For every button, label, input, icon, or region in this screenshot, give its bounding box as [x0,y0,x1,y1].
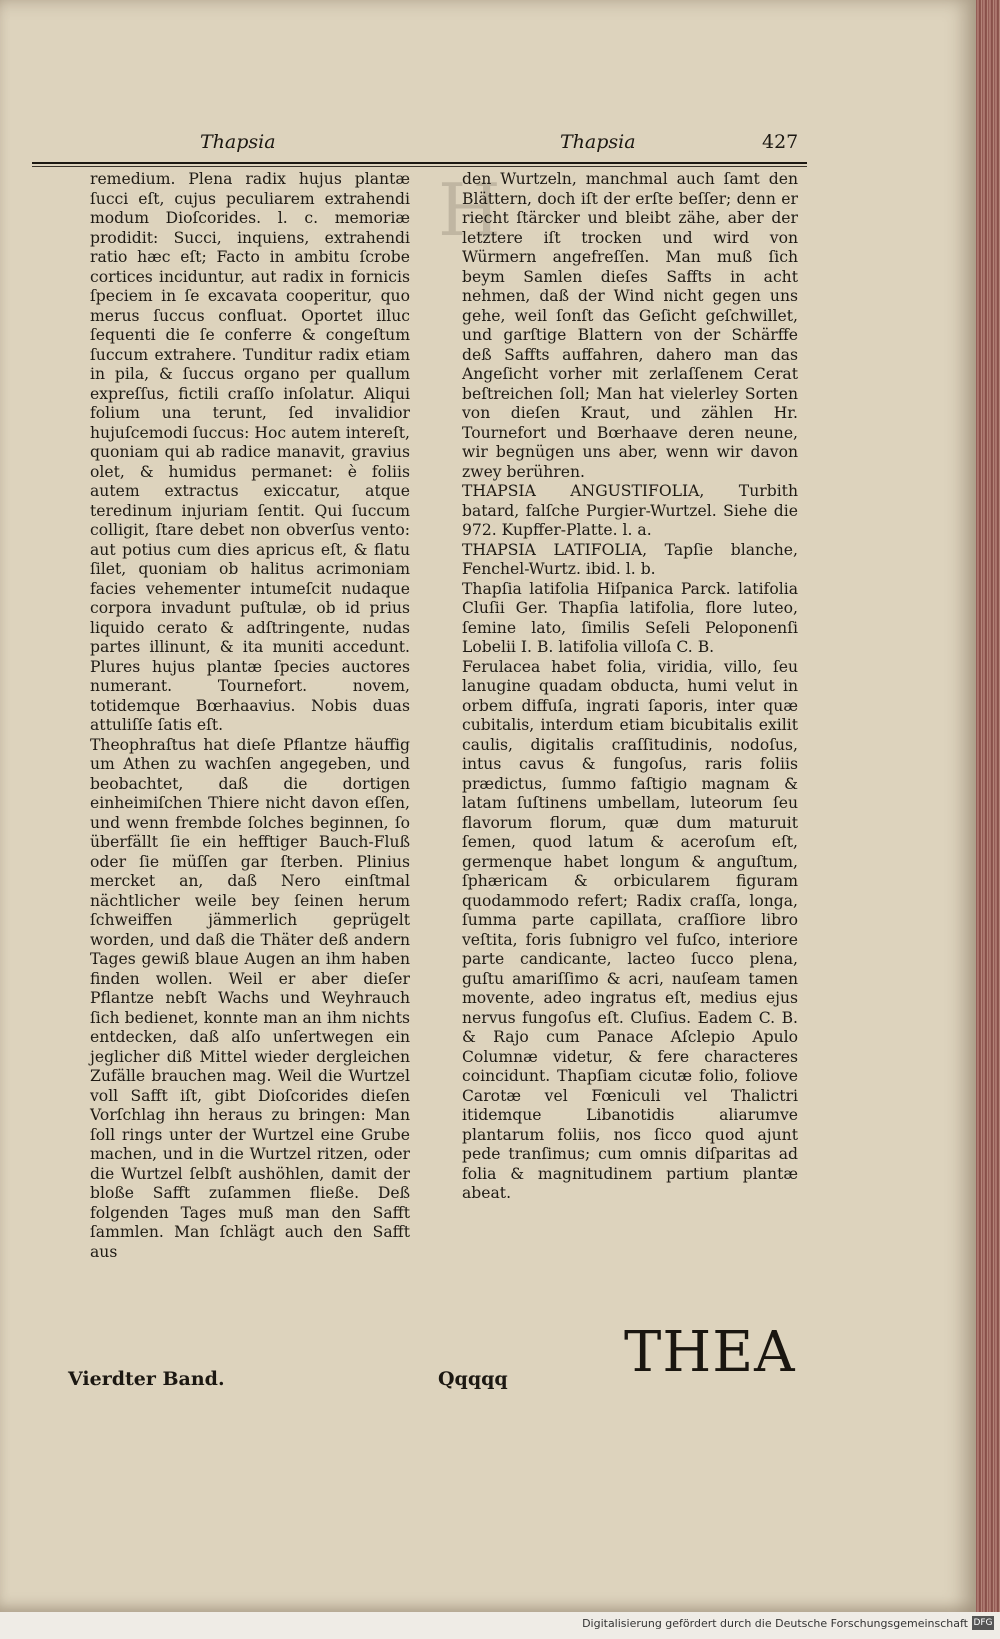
entry-thapsia-angustifolia: THAPSIA ANGUSTIFOLIA, Turbith batard, falſche Purgier-Wurtzel. Siehe die 972. Kupffer-Platte. l. a. [462,482,798,539]
bleed-through-initial: H [438,168,501,252]
right-column [462,170,798,1204]
header-rule [32,162,807,164]
running-head-center: Thapsia [560,131,636,153]
dfg-logo: DFG [973,1618,993,1628]
volume-label: Vierdter Band. [68,1368,225,1390]
digitization-text: Digitalisierung gefördert durch die Deutsche Forschungsgemeinschaft [582,1616,968,1630]
signature-mark: Qqqqq [438,1368,508,1390]
synonyms-paragraph: Thapſia latifolia Hiſpanica Parck. latifolia Cluſii Ger. Thapſia latifolia, flore luteo, ſemine lato, ſimilis Seſeli Peloponenſi Lobelii I. B. latifolia villoſa C. B. [462,579,798,656]
left-paragraph-german: Theophraſtus hat dieſe Pflantze häuffig um Athen zu wachſen angegeben, und beobachtet, daß die dortigen einheimiſchen Thiere nicht davon eſſen, und wenn frembde ſolches beginnen, ſo überfällt ſie ein hefftiger Bauch-Fluß oder ſie müſſen gar ſterben. Plinius mercket an, daß Nero einſtmal nächtlicher weile bey ſeinen herum ſchweiffen jämmerlich geprügelt worden, und daß die Thäter deß andern Tages gewiß blaue Augen an ihm haben finden wollen. Weil er aber dieſer Pflantze nebſt Wachs und Weyhrauch ſich bedienet, konnte man an ihm nichts entdecken, daß alſo unſertwegen ein jeglicher diß Mittel wieder dergleichen Zufälle brauchen mag. Weil die Wurtzel voll Safft iſt, gibt Dioſcorides dieſen Vorſchlag ihn heraus zu bringen: Man ſoll rings unter der Wurtzel eine Grube machen, und in die Wurtzel ritzen, oder die Wurtzel ſelbſt aushöhlen, damit der bloße Safft zuſammen fließe. Deß folgenden Tages muß man den Safft ſammlen. Man ſchlägt auch den Safft aus [90,735,410,1261]
left-paragraph-latin: remedium. Plena radix hujus plantæ ſucci eſt, cujus peculiarem extrahendi modum Dioſcorides. l. c. memoriæ prodidit: Succi, inquiens, extrahendi ratio hæc eſt; Facto in ambitu ſcrobe cortices inciduntur, aut radix in fornicis ſpeciem in ſe excavata cooperitur, quo merus ſuccus confluat. Oportet illuc ſequenti die ſe conferre & congeſtum ſuccum extrahere. Tunditur radix etiam in pila, & ſuccus organo per quallum expreſſus, fictili craſſo inſolatur. Aliqui folium una terunt, ſed invalidior hujuſcemodi ſuccus: Hoc autem intereſt, quoniam qui ab radice manavit, gravius olet, & humidus permanet: è foliis autem extractus exiccatur, atque teredinum injuriam ſentit. Qui ſuccum colligit, ſtare debet non obverſus vento: aut potius cum dies apricus eſt, & flatu ſilet, quoniam ob halitus acrimoniam facies vehementer intumeſcit nudaque corpora invadunt puſtulæ, ob id prius liquido cerato & adſtringente, nudas partes illinunt, & ita muniti accedunt. Plures hujus plantæ ſpecies auctores numerant. Tournefort. novem, totidemque Bœrhaavius. Nobis duas attuliſſe ſatis eſt. [90,170,410,734]
page-edges [976,0,1000,1612]
page-number: 427 [762,131,799,153]
running-head-left: Thapsia [200,131,276,153]
catchword: THEA [624,1320,796,1385]
entry-thapsia-latifolia: THAPSIA LATIFOLIA, Tapſie blanche, Fenchel-Wurtz. ibid. l. b. [462,540,798,578]
left-column [90,170,410,1262]
digitization-notice [0,1616,1000,1636]
header-rule-thin [32,166,807,167]
right-paragraph-german: den Wurtzeln, manchmal auch ſamt den Blättern, doch iſt der erſte beſſer; denn er riecht ſtärcker und bleibt zähe, aber der letztere iſt trocken und wird von Würmern angefreſſen. Man muß ſich beym Samlen dieſes Saffts in acht nehmen, daß der Wind nicht gegen uns gehe, weil ſonſt das Geſicht geſchwillet, und garſtige Blattern von der Schärffe deß Saffts auffahren, dahero man das Angeſicht vorher mit zerlaſſenem Cerat beſtreichen ſoll; Man hat vielerley Sorten von dieſen Kraut, und zählen Hr. Tournefort und Bœrhaave deren neune, wir begnügen uns aber, wenn wir davon zwey berühren. [462,170,798,481]
description-paragraph: Ferulacea habet folia, viridia, villo, ſeu lanugine quadam obducta, humi velut in orbem diffuſa, ingrati ſaporis, inter quæ cubitalis, interdum etiam bicubitalis exilit caulis, digitalis craſſitudinis, nodoſus, intus cavus & fungoſus, raris foliis prædictus, ſummo faſtigio magnam & latam ſuſtinens umbellam, luteorum ſeu flavorum florum, quæ dum maturuit ſemen, quod latum & aceroſum eſt, germenque habet longum & anguſtum, ſphæricam & orbicularem figuram quodammodo refert; Radix craſſa, longa, ſumma parte capillata, craſſiore libro veſtita, foris ſubnigro vel fuſco, interiore parte candicante, lacteo ſucco plena, guſtu amariſſimo & acri, nauſeam tamen movente, adeo ingratus eſt, medius ejus nervus fungoſus eſt. Cluſius. Eadem C. B. & Rajo cum Panace Aſclepio Apulo Columnæ videtur, & fere characteres coincidunt. Thapſiam cicutæ folio, foliove Carotæ vel Fœniculi vel Thalictri itidemque Libanotidis aliarumve plantarum foliis, nos ſicco quod ajunt pede tranſimus; cum omnis diſparitas ad folia & magnitudinem partium plantæ abeat. [462,657,798,1202]
